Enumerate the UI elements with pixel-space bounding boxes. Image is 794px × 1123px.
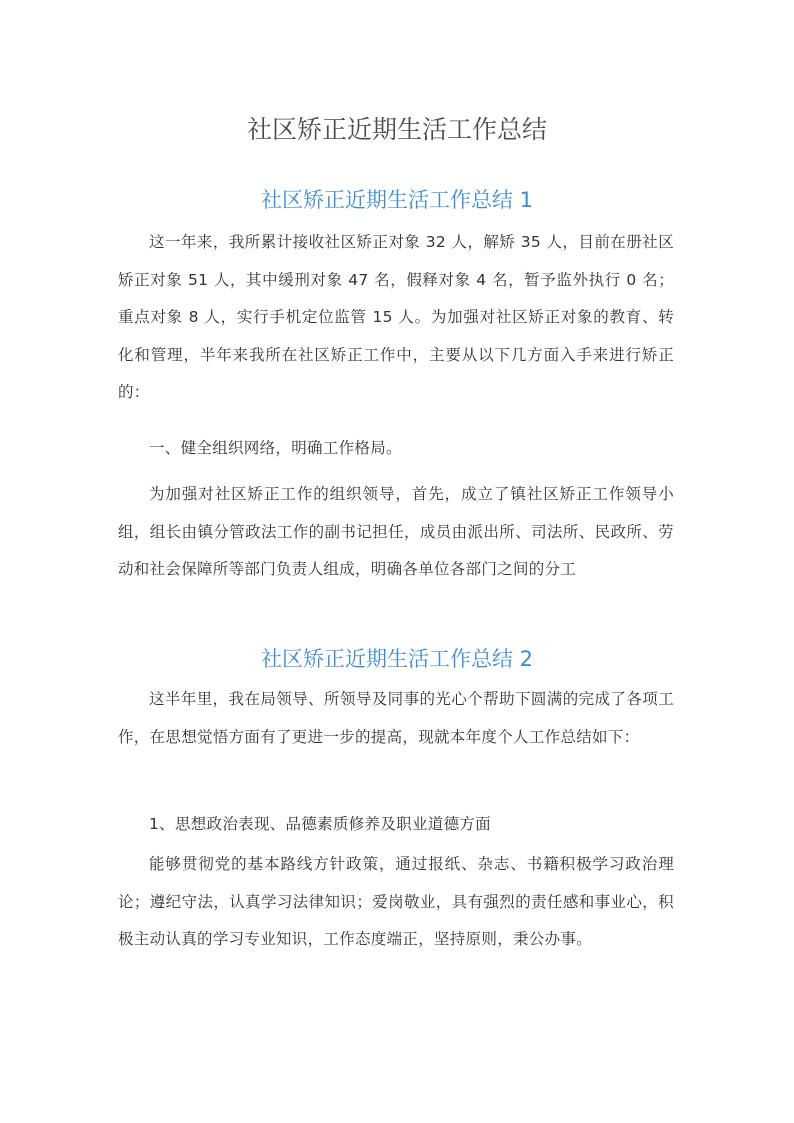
- section-2-paragraph-3: 能够贯彻党的基本路线方针政策，通过报纸、杂志、书籍积极学习政治理论；遵纪守法，认真学习法律知识；爱岗敬业，具有强烈的责任感和事业心，积极主动认真的学习专业知识，工作态度端正，坚持原则，秉公办事。: [118, 855, 674, 948]
- section-1-paragraph-1: 这一年来，我所累计接收社区矫正对象 32 人，解矫 35 人，目前在册社区矫正对象 51 人，其中缓刑对象 47 名，假释对象 4 名，暂予监外执行 0 名；重点对象 8 人，实行手机定位监管 15 人。为加强对社区矫正对象的教育、转化和管理，半年来我所在社区矫正工作中，主要从以下几方面入手来进行矫正的：: [118, 233, 674, 401]
- section-2-paragraph-2: 1、思想政治表现、品德素质修养及职业道德方面: [149, 815, 491, 833]
- section-1-paragraph-2: 一、健全组织网络，明确工作格局。: [149, 439, 402, 457]
- section-1-paragraph-3: 为加强对社区矫正工作的组织领导，首先，成立了镇社区矫正工作领导小组，组长由镇分管政法工作的副书记担任，成员由派出所、司法所、民政所、劳动和社会保障所等部门负责人组成，明确各单位各部门之间的分工: [118, 485, 674, 578]
- section-2-paragraph-1: 这半年里，我在局领导、所领导及同事的光心个帮助下圆满的完成了各项工作，在思想觉悟方面有了更进一步的提高，现就本年度个人工作总结如下：: [118, 690, 674, 746]
- document-title: 社区矫正近期生活工作总结: [246, 115, 547, 144]
- section-heading-2: 社区矫正近期生活工作总结 2: [260, 647, 534, 671]
- section-heading-1: 社区矫正近期生活工作总结 1: [260, 188, 534, 212]
